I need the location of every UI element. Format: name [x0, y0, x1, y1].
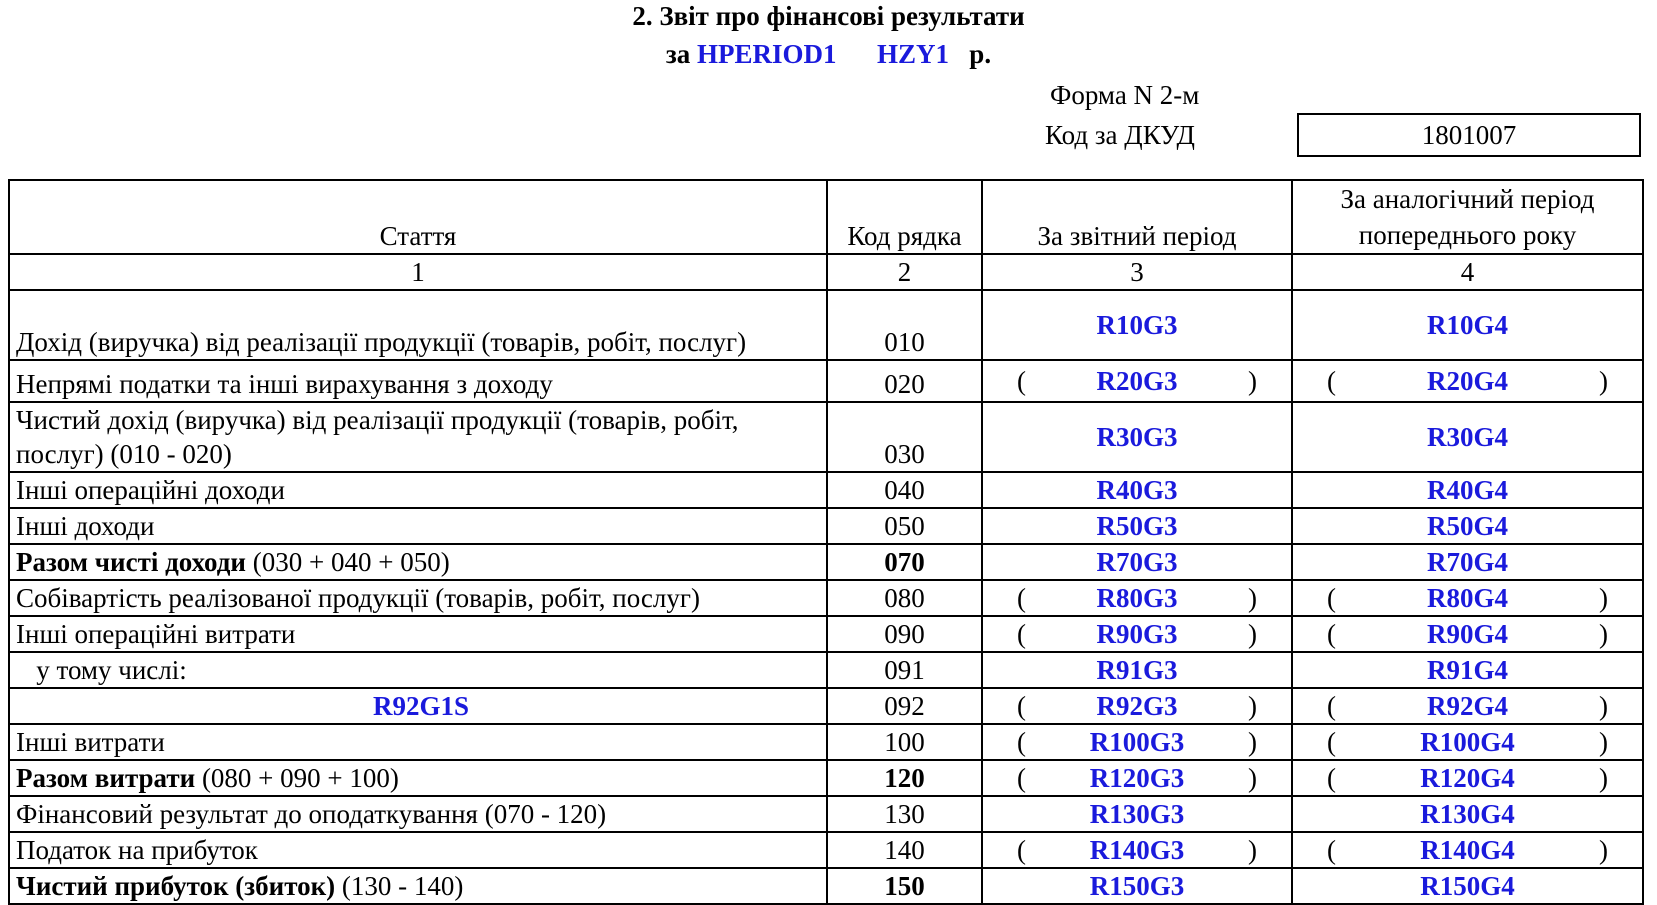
row-code: 100 [827, 724, 982, 760]
column-number-3: 3 [982, 254, 1292, 290]
value-placeholder: R80G3 [1096, 583, 1178, 613]
open-paren: ( [1017, 366, 1026, 396]
row-value-g3 [982, 290, 1292, 360]
row-value-g3 [982, 832, 1292, 868]
row-name: Інші операційні витрати [9, 616, 827, 652]
value-placeholder: R30G3 [1096, 422, 1178, 452]
close-paren: ) [1599, 835, 1608, 865]
open-paren: ( [1017, 691, 1026, 721]
row-name-formula: (080 + 090 + 100) [195, 763, 399, 793]
value-placeholder: R90G3 [1096, 619, 1178, 649]
row-name-formula: (130 - 140) [335, 871, 464, 901]
row-value-g3 [982, 544, 1292, 580]
column-number-4: 4 [1292, 254, 1643, 290]
period-field: HPERIOD1 [697, 39, 837, 69]
row-name: Собівартість реалізованої продукції (товарів, робіт, послуг) [9, 580, 827, 616]
row-name: Чистий дохід (виручка) від реалізації продукції (товарів, робіт, послуг) (010 - 020) [9, 402, 827, 472]
row-value-g4 [1292, 760, 1643, 796]
table-row [9, 832, 1643, 868]
row-value-g4 [1292, 472, 1643, 508]
row-value-g3 [982, 402, 1292, 472]
open-paren: ( [1327, 619, 1336, 649]
table-row [9, 796, 1643, 832]
row-value-g4 [1292, 796, 1643, 832]
open-paren: ( [1017, 583, 1026, 613]
value-placeholder: R90G4 [1427, 619, 1508, 649]
header-previous-period: За аналогічний період попереднього року [1292, 180, 1643, 254]
value-placeholder: R80G4 [1427, 583, 1508, 613]
row-name [9, 760, 827, 796]
close-paren: ) [1599, 691, 1608, 721]
header-row-code: Код рядка [827, 180, 982, 254]
row-name: Податок на прибуток [9, 832, 827, 868]
value-placeholder: R91G3 [1096, 655, 1178, 685]
row-value-g4 [1292, 544, 1643, 580]
row-code: 130 [827, 796, 982, 832]
row-value-g4 [1292, 616, 1643, 652]
row-code: 040 [827, 472, 982, 508]
row-code: 140 [827, 832, 982, 868]
value-placeholder: R140G3 [1089, 835, 1185, 865]
row-value-g4 [1292, 290, 1643, 360]
row-name [9, 544, 827, 580]
close-paren: ) [1248, 763, 1257, 793]
report-title: 2. Звіт про фінансові результати [632, 1, 1025, 31]
column-number-2: 2 [827, 254, 982, 290]
form-number: Форма N 2-м [1050, 80, 1200, 110]
row-value-g3 [982, 868, 1292, 904]
dkud-label: Код за ДКУД [1045, 120, 1195, 150]
row-name: Інші операційні доходи [9, 472, 827, 508]
row-value-g4 [1292, 832, 1643, 868]
close-paren: ) [1248, 583, 1257, 613]
open-paren: ( [1327, 691, 1336, 721]
value-placeholder: R30G4 [1427, 422, 1508, 452]
table-row [9, 580, 1643, 616]
table-row [9, 544, 1643, 580]
row-value-g3 [982, 616, 1292, 652]
close-paren: ) [1248, 835, 1257, 865]
table-row [9, 688, 1643, 724]
value-placeholder: R40G4 [1427, 475, 1508, 505]
header-current-period: За звітний період [982, 180, 1292, 254]
row-name: у тому числі: [9, 652, 827, 688]
year-suffix: р. [969, 39, 992, 69]
row-code: 010 [827, 290, 982, 360]
open-paren: ( [1327, 583, 1336, 613]
value-placeholder: R150G4 [1420, 871, 1515, 901]
report-period-line [0, 36, 1657, 72]
row-name: Інші витрати [9, 724, 827, 760]
value-placeholder: R70G3 [1096, 547, 1178, 577]
table-row [9, 402, 1643, 472]
value-placeholder: R40G3 [1096, 475, 1178, 505]
dkud-code-box: 1801007 [1297, 113, 1641, 157]
period-prefix: за [665, 39, 691, 69]
close-paren: ) [1599, 727, 1608, 757]
table-row [9, 472, 1643, 508]
open-paren: ( [1327, 727, 1336, 757]
row-value-g4 [1292, 868, 1643, 904]
open-paren: ( [1327, 835, 1336, 865]
table-row [9, 290, 1643, 360]
value-placeholder: R100G4 [1420, 727, 1515, 757]
year-field: HZY1 [877, 39, 950, 69]
value-placeholder: R70G4 [1427, 547, 1508, 577]
close-paren: ) [1599, 583, 1608, 613]
value-placeholder: R140G4 [1420, 835, 1515, 865]
value-placeholder: R100G3 [1089, 727, 1185, 757]
value-placeholder: R20G4 [1427, 366, 1508, 396]
row-code: 020 [827, 360, 982, 402]
table-row [9, 652, 1643, 688]
open-paren: ( [1327, 763, 1336, 793]
row-name-bold: Разом витрати [16, 763, 196, 793]
row-value-g4 [1292, 508, 1643, 544]
row-value-g4 [1292, 688, 1643, 724]
close-paren: ) [1599, 366, 1608, 396]
row-value-g3 [982, 760, 1292, 796]
open-paren: ( [1017, 763, 1026, 793]
row-value-g4 [1292, 360, 1643, 402]
row-value-g3 [982, 360, 1292, 402]
table-row [9, 508, 1643, 544]
close-paren: ) [1599, 763, 1608, 793]
row-code: 120 [827, 760, 982, 796]
row-value-g4 [1292, 652, 1643, 688]
close-paren: ) [1599, 619, 1608, 649]
row-code: 090 [827, 616, 982, 652]
value-placeholder: R130G4 [1420, 799, 1515, 829]
close-paren: ) [1248, 727, 1257, 757]
table-header-row [9, 180, 1643, 254]
value-placeholder: R92G3 [1096, 691, 1178, 721]
value-placeholder: R10G4 [1427, 310, 1508, 340]
table-row [9, 868, 1643, 904]
row-value-g3 [982, 508, 1292, 544]
value-placeholder: R150G3 [1089, 871, 1185, 901]
column-number-row [9, 254, 1643, 290]
row-name-bold: Разом чисті доходи [16, 547, 246, 577]
open-paren: ( [1017, 727, 1026, 757]
row-name: R92G1S [9, 688, 827, 724]
row-name-formula: (030 + 040 + 050) [246, 547, 450, 577]
value-placeholder: R130G3 [1089, 799, 1185, 829]
row-value-g4 [1292, 580, 1643, 616]
row-code: 030 [827, 402, 982, 472]
row-code: 150 [827, 868, 982, 904]
close-paren: ) [1248, 691, 1257, 721]
row-value-g4 [1292, 402, 1643, 472]
table-row [9, 360, 1643, 402]
row-code: 092 [827, 688, 982, 724]
value-placeholder: R10G3 [1096, 310, 1178, 340]
row-name: Інші доходи [9, 508, 827, 544]
row-code: 050 [827, 508, 982, 544]
row-value-g3 [982, 724, 1292, 760]
value-placeholder: R50G4 [1427, 511, 1508, 541]
table-row [9, 724, 1643, 760]
row-code: 080 [827, 580, 982, 616]
row-name: Непрямі податки та інші вирахування з доходу [9, 360, 827, 402]
table-row [9, 616, 1643, 652]
open-paren: ( [1017, 835, 1026, 865]
row-code: 091 [827, 652, 982, 688]
value-placeholder: R92G4 [1427, 691, 1508, 721]
row-name-bold: Чистий прибуток (збиток) [16, 871, 336, 901]
row-name: Фінансовий результат до оподаткування (070 - 120) [9, 796, 827, 832]
row-value-g3 [982, 688, 1292, 724]
table-row [9, 760, 1643, 796]
row-code: 070 [827, 544, 982, 580]
value-placeholder: R120G3 [1089, 763, 1185, 793]
close-paren: ) [1248, 366, 1257, 396]
row-value-g3 [982, 652, 1292, 688]
close-paren: ) [1248, 619, 1257, 649]
row-value-g3 [982, 796, 1292, 832]
row-name: Дохід (виручка) від реалізації продукції (товарів, робіт, послуг) [9, 290, 827, 360]
value-placeholder: R120G4 [1420, 763, 1515, 793]
row-value-g3 [982, 472, 1292, 508]
column-number-1: 1 [9, 254, 827, 290]
value-placeholder: R91G4 [1427, 655, 1508, 685]
row-value-g4 [1292, 724, 1643, 760]
row-value-g3 [982, 580, 1292, 616]
open-paren: ( [1017, 619, 1026, 649]
value-placeholder: R20G3 [1096, 366, 1178, 396]
value-placeholder: R50G3 [1096, 511, 1178, 541]
open-paren: ( [1327, 366, 1336, 396]
financial-results-table [8, 179, 1644, 905]
row-name [9, 868, 827, 904]
header-article: Стаття [9, 180, 827, 254]
